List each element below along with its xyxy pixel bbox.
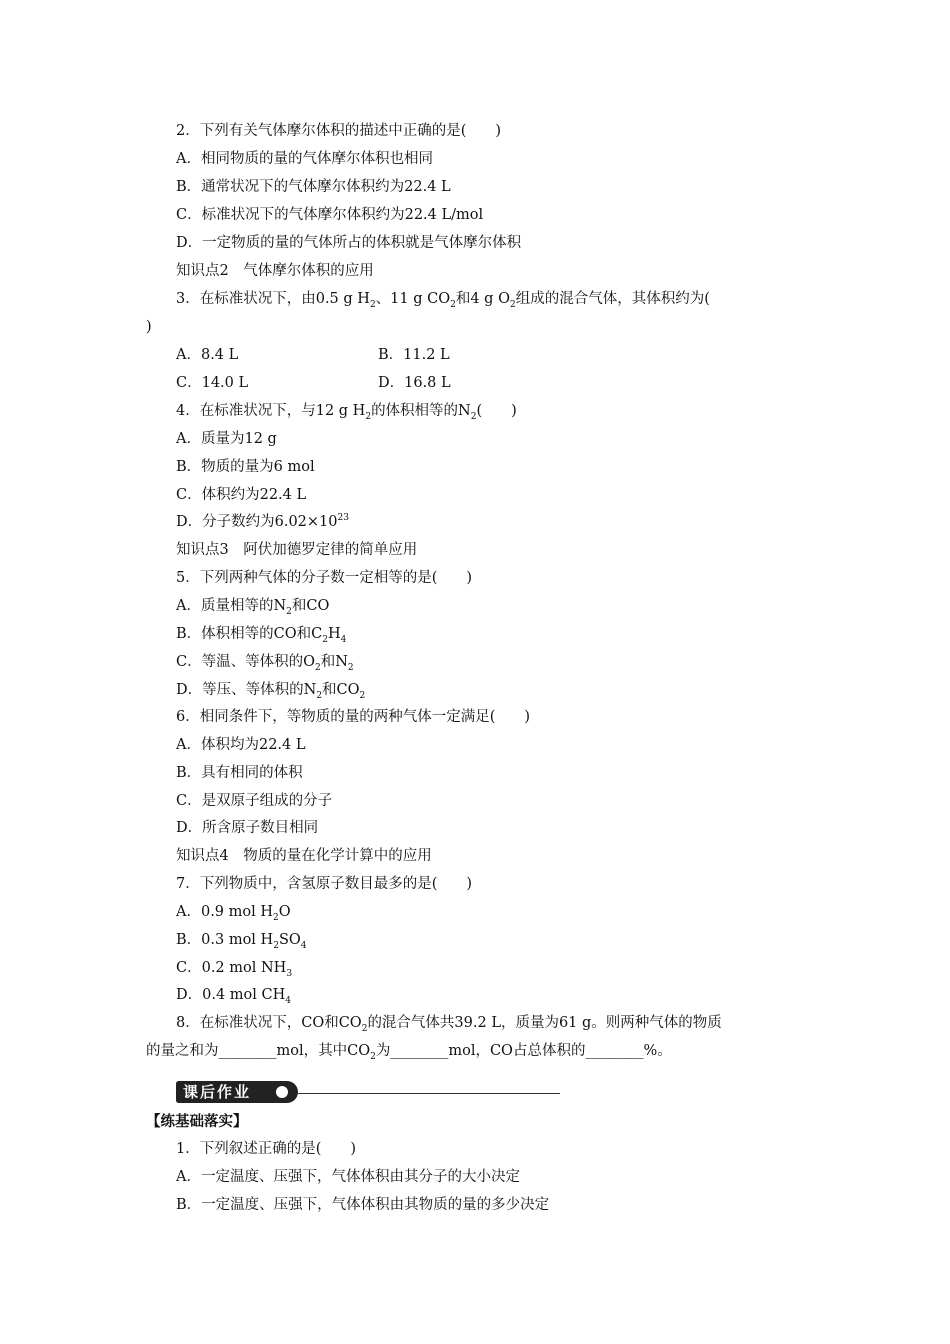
practice-1-stem: 1．下列叙述正确的是( ) <box>176 1141 357 1157</box>
question-2-option-d: D．一定物质的量的气体所占的体积就是气体摩尔体积 <box>176 235 522 251</box>
question-6-option-b: B．具有相同的体积 <box>176 765 303 781</box>
question-2-stem: 2．下列有关气体摩尔体积的描述中正确的是( ) <box>176 123 502 139</box>
question-4-stem: 4．在标准状况下，与12 g $H_2$的体积相等的$N_2$( ) <box>176 403 517 422</box>
question-6-stem: 6．相同条件下，等物质的量的两种气体一定满足( ) <box>176 709 531 725</box>
question-4-option-a: A．质量为12 g <box>176 431 277 447</box>
question-7-stem: 7．下列物质中，含氢原子数目最多的是( ) <box>176 876 473 892</box>
knowledge-point-3-heading: 知识点3 阿伏加德罗定律的简单应用 <box>176 542 418 558</box>
question-3-option-d: D．16.8 L <box>378 375 451 391</box>
question-7-option-c: C．0.2 mol $NH_3$ <box>176 960 293 979</box>
question-7-option-a: A．0.9 mol $H_2O$ <box>176 904 291 923</box>
question-7-option-b: B．0.3 mol $H_2SO_4$ <box>176 932 307 951</box>
question-7-option-d: D．0.4 mol $CH_4$ <box>176 987 291 1006</box>
question-4-option-c: C．体积约为22.4 L <box>176 487 307 503</box>
question-4-option-b: B．物质的量为6 mol <box>176 459 315 475</box>
question-6-option-a: A．体积均为22.4 L <box>176 737 306 753</box>
question-2-option-a: A．相同物质的量的气体摩尔体积也相同 <box>176 151 433 167</box>
question-5-option-d: D．等压、等体积的$N_2$和$CO_2$ <box>176 682 366 701</box>
question-3-option-a: A．8.4 L <box>176 347 239 363</box>
homework-banner <box>176 1079 560 1105</box>
question-6-option-d: D．所含原子数目相同 <box>176 820 319 836</box>
question-3-stem: 3．在标准状况下，由0.5 g $H_2$、11 g $CO_2$和4 g $O_2$组成的混合气体，其体积约为( <box>176 291 710 310</box>
question-8-line-2: 的量之和为________mol，其中$CO_2$为________mol，CO占总体积的________%。 <box>146 1043 672 1062</box>
practice-1-option-b: B．一定温度、压强下，气体体积由其物质的量的多少决定 <box>176 1197 550 1213</box>
homework-banner-label: 课后作业 <box>176 1081 298 1103</box>
question-4-option-d: D．分子数约为$6.02\times 10^{23}$ <box>176 513 349 530</box>
question-2-option-c: C．标准状况下的气体摩尔体积约为22.4 L/mol <box>176 207 484 223</box>
question-3-option-c: C．14.0 L <box>176 375 249 391</box>
question-3-option-b: B．11.2 L <box>378 347 450 363</box>
question-5-option-c: C．等温、等体积的$O_2$和$N_2$ <box>176 654 354 673</box>
question-6-option-c: C．是双原子组成的分子 <box>176 793 333 809</box>
question-5-option-b: B．体积相等的CO和$C_2H_4$ <box>176 626 347 645</box>
practice-1-option-a: A．一定温度、压强下，气体体积由其分子的大小决定 <box>176 1169 520 1185</box>
question-5-option-a: A．质量相等的$N_2$和CO <box>176 598 330 617</box>
knowledge-point-4-heading: 知识点4 物质的量在化学计算中的应用 <box>176 848 432 864</box>
banner-dot-icon <box>276 1086 288 1098</box>
question-8-line-1: 8．在标准状况下，CO和$CO_2$的混合气体共39.2 L，质量为61 g。则两种气体的物质 <box>176 1015 722 1034</box>
question-5-stem: 5．下列两种气体的分子数一定相等的是( ) <box>176 570 473 586</box>
question-3-stem-wrap: ) <box>146 319 152 335</box>
section-heading: 【练基础落实】 <box>146 1114 248 1130</box>
question-2-option-b: B．通常状况下的气体摩尔体积约为22.4 L <box>176 179 451 195</box>
banner-rule <box>298 1093 560 1094</box>
knowledge-point-2-heading: 知识点2 气体摩尔体积的应用 <box>176 263 374 279</box>
